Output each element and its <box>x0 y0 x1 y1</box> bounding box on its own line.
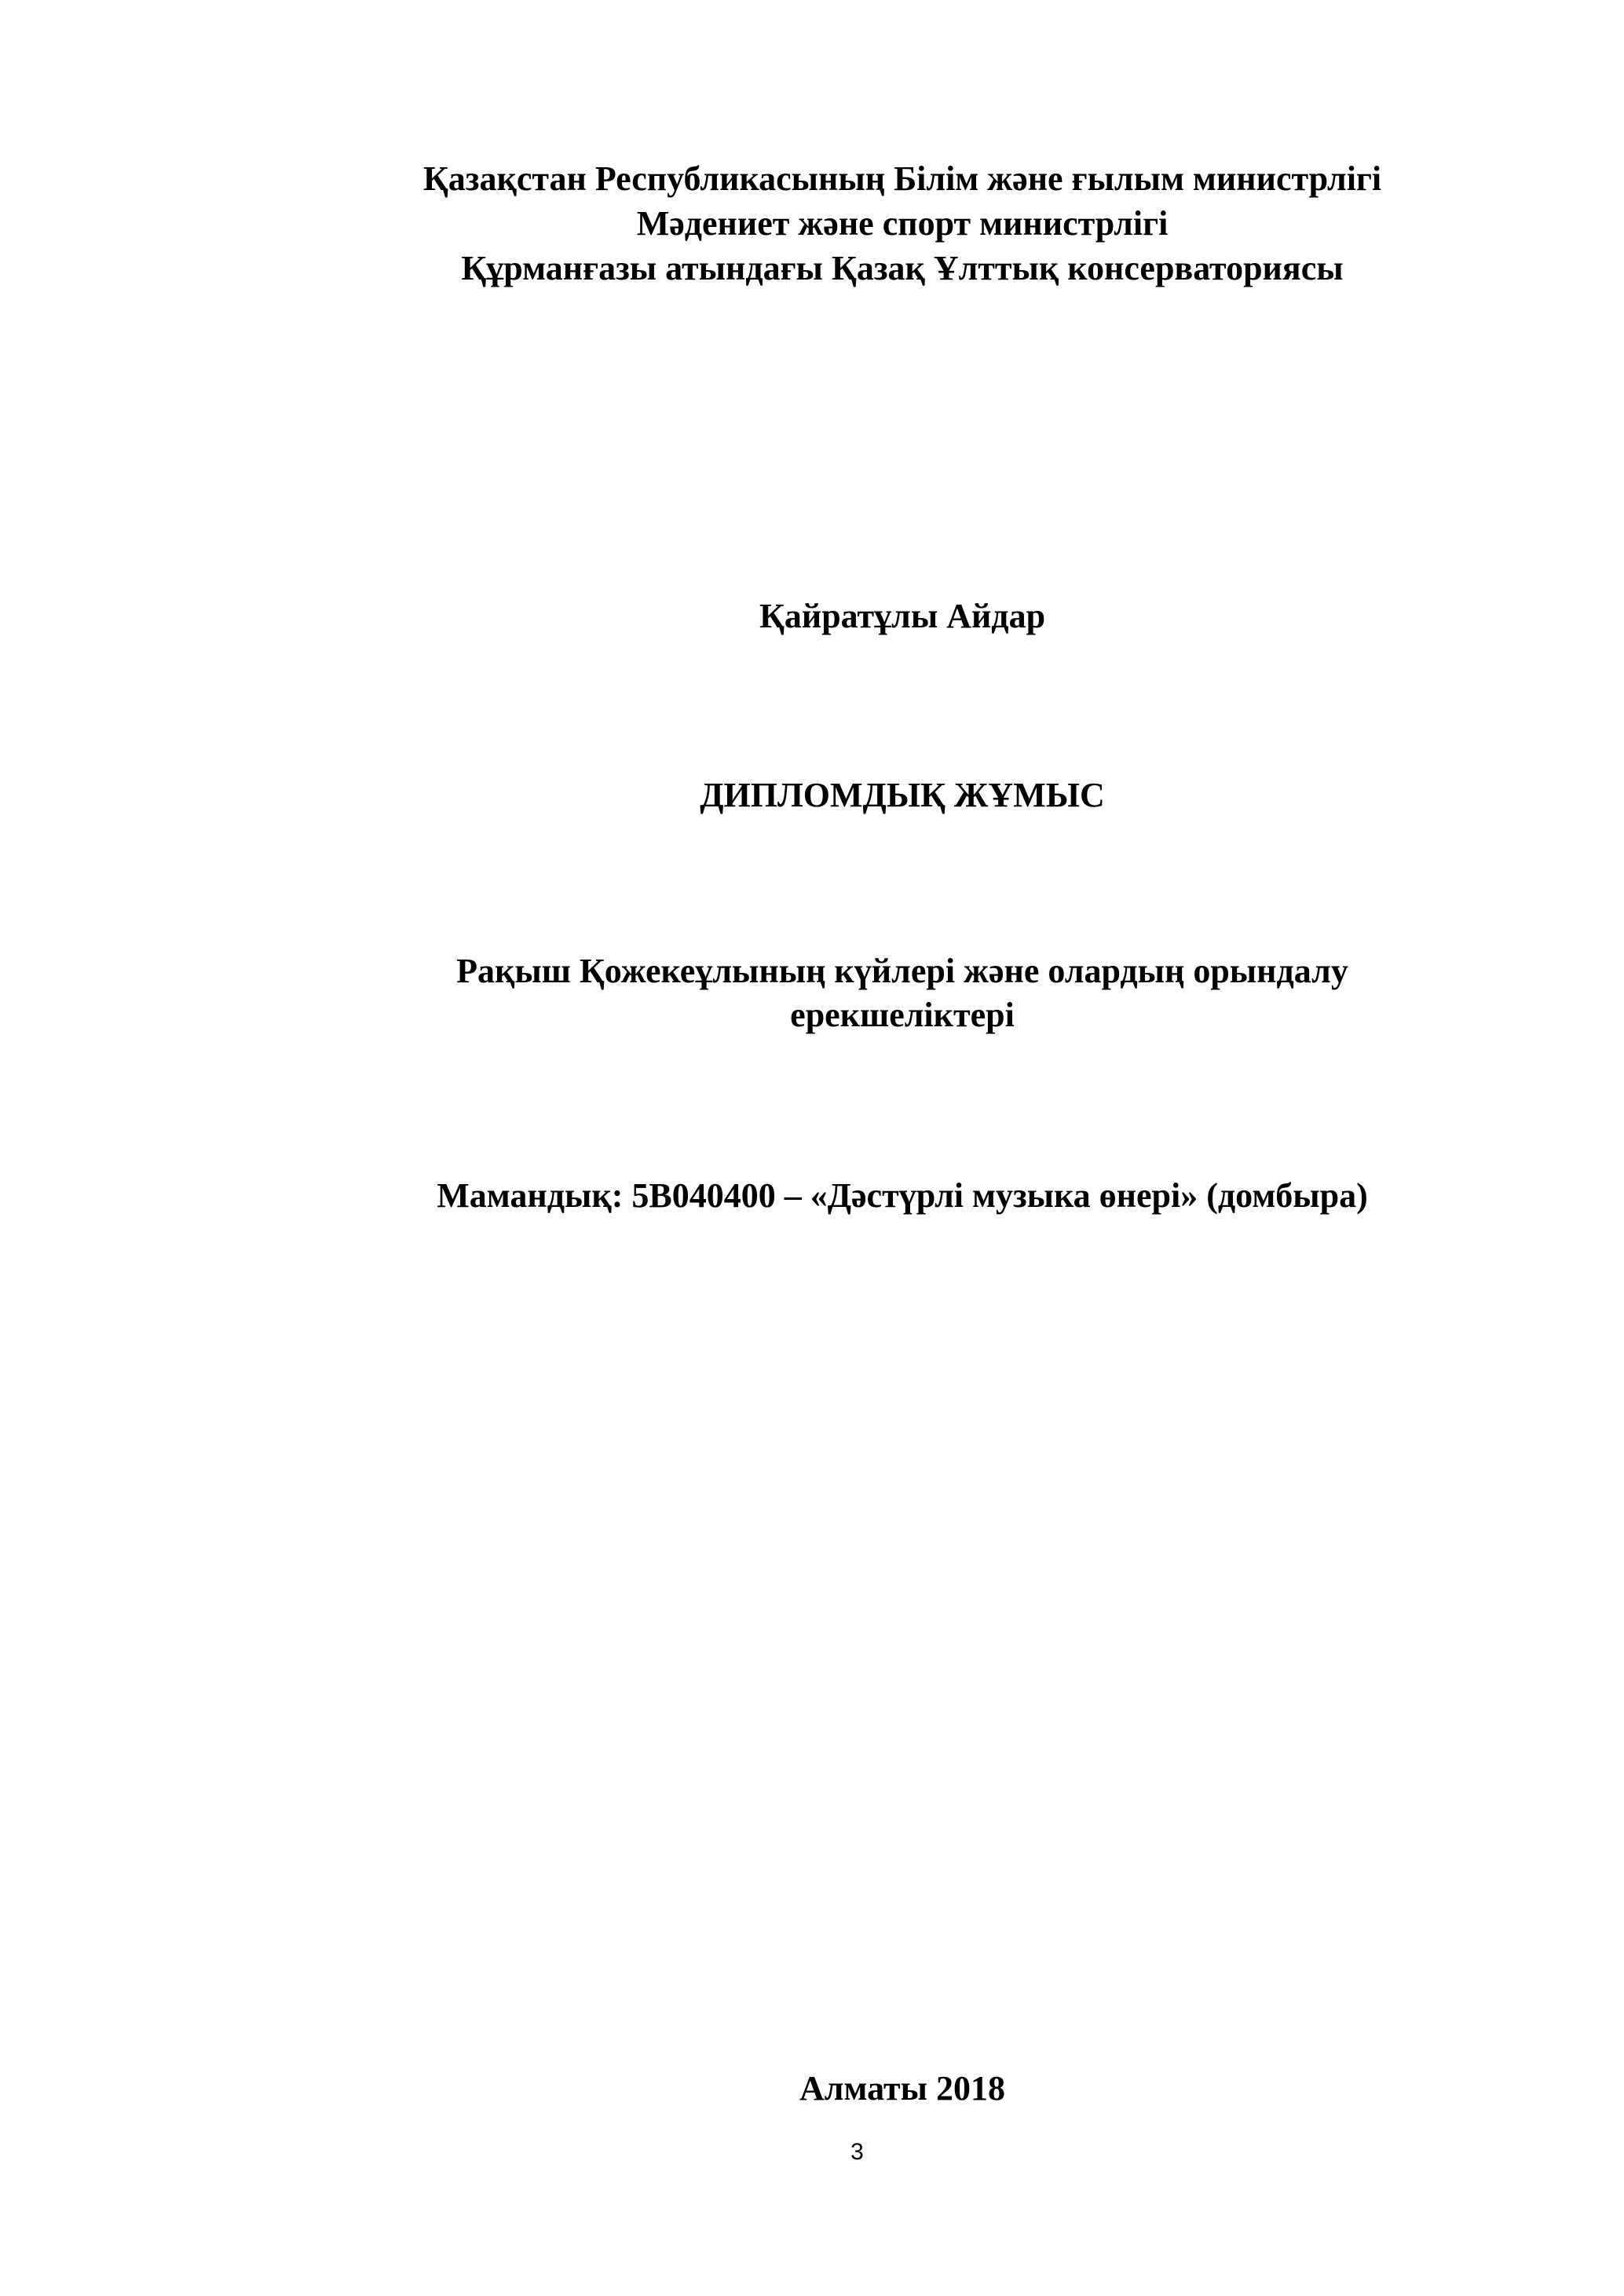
thesis-title-line-2: ерекшеліктері <box>790 996 1015 1034</box>
specialty-line: Мамандық: 5В040400 – «Дәстүрлі музыка өнері» (домбыра) <box>437 1176 1368 1215</box>
city-year: Алматы 2018 <box>799 2069 1005 2108</box>
ministry-culture-heading: Мәдениет және спорт министрлігі <box>636 204 1169 243</box>
thesis-title-line-1: Рақыш Қожекеұлының күйлері және олардың орындалу <box>456 952 1348 990</box>
ministry-education-heading: Қазақстан Республикасының Білім және ғылым министрлігі <box>422 159 1382 198</box>
document-type-heading: ДИПЛОМДЫҚ ЖҰМЫС <box>700 776 1105 814</box>
author-name: Қайратұлы Айдар <box>759 597 1046 635</box>
page-number: 3 <box>850 2139 864 2165</box>
institution-heading: Құрманғазы атындағы Қазақ Ұлттық консерваториясы <box>461 249 1344 287</box>
